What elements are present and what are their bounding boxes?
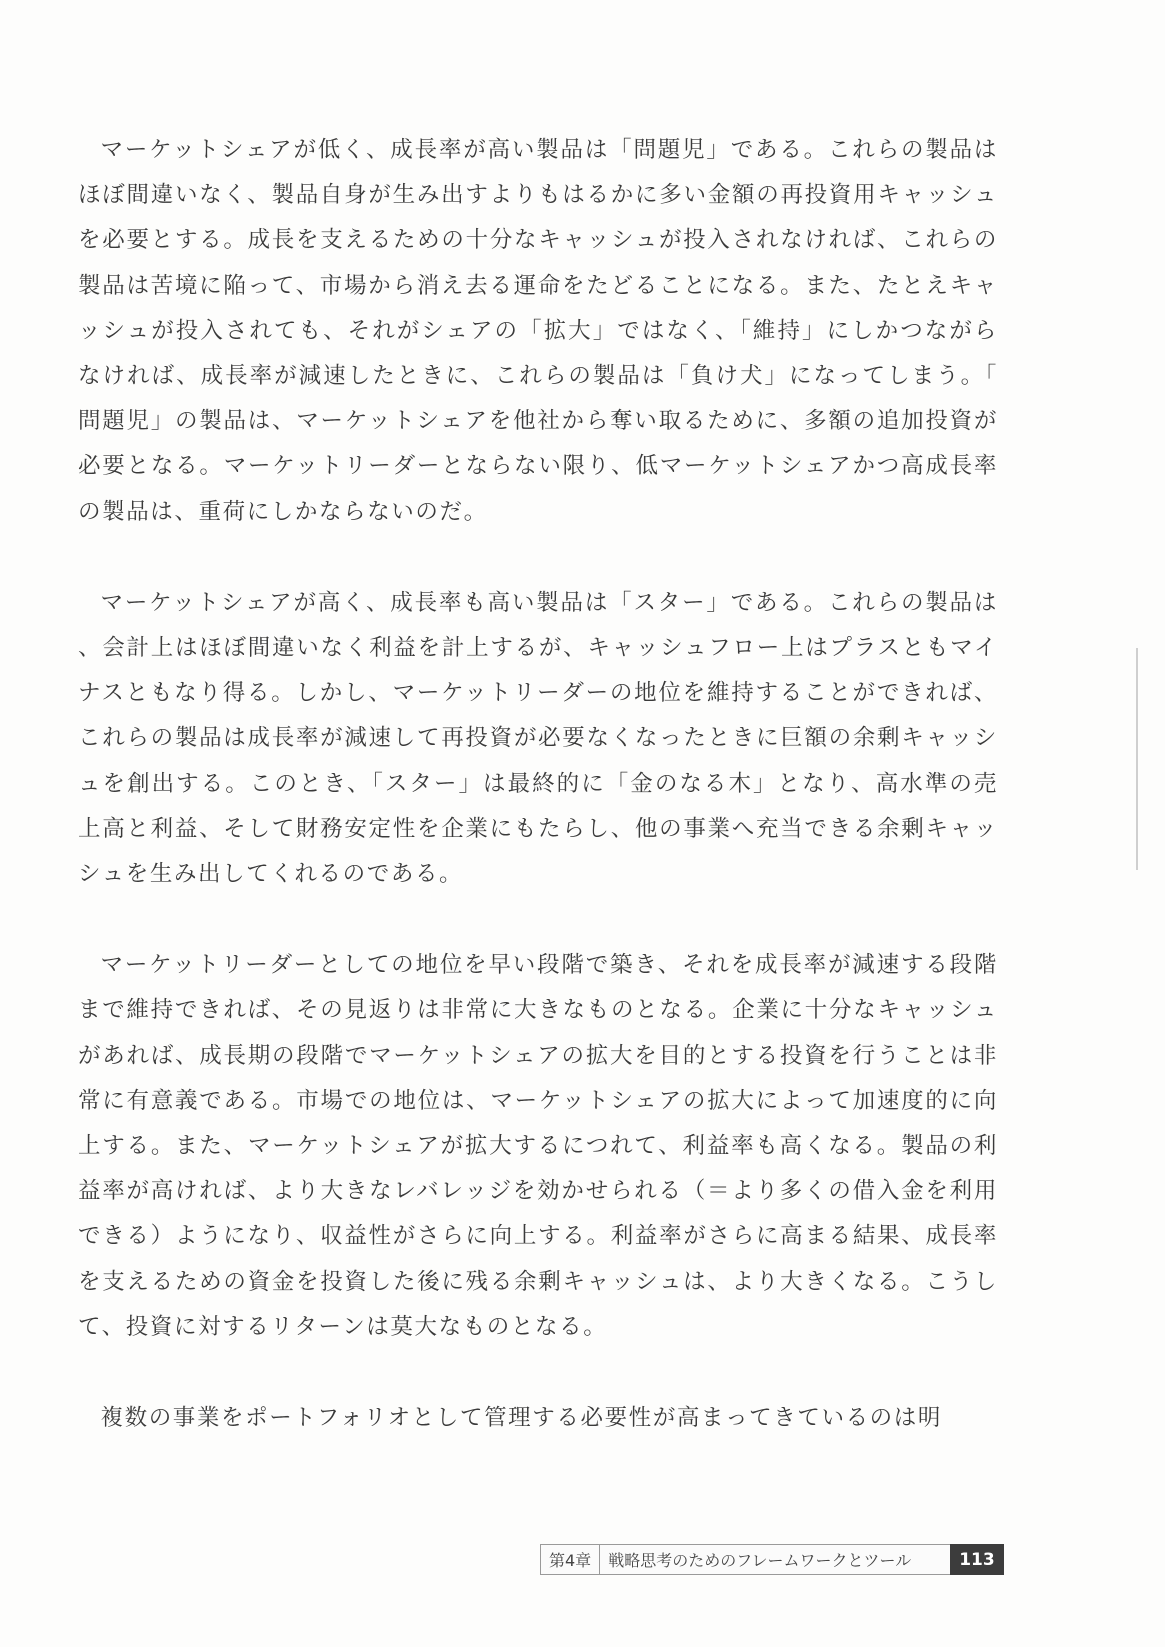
running-footer bbox=[540, 1544, 1004, 1575]
page-number: 113 bbox=[950, 1544, 1004, 1575]
paragraph-market-leader: マーケットリーダーとしての地位を早い段階で築き、それを成長率が減速する段階まで維持できれば、その見返りは非常に大きなものとなる。企業に十分なキャッシュがあれば、成長期の段階でマーケットシェアの拡大を目的とする投資を行うことは非常に有意義である。市場での地位は、マーケットシェアの拡大によって加速度的に向上する。また、マーケットシェアが拡大するにつれて、利益率も高くなる。製品の利益率が高ければ、より大きなレバレッジを効かせられる（＝より多くの借入金を利用できる）ようになり、収益性がさらに向上する。利益率がさらに高まる結果、成長率を支えるための資金を投資した後に残る余剰キャッシュは、より大きくなる。こうして、投資に対するリターンは莫大なものとなる。 bbox=[78, 952, 998, 1340]
paragraph-portfolio: 複数の事業をポートフォリオとして管理する必要性が高まってきているのは明 bbox=[100, 1405, 942, 1432]
paragraph-star: マーケットシェアが高く、成長率も高い製品は「スター」である。これらの製品は、会計上はほぼ間違いなく利益を計上するが、キャッシュフロー上はプラスともマイナスともなり得る。しかし、マーケットリーダーの地位を維持することができれば、これらの製品は成長率が減速して再投資が必要なくなったときに巨額の余剰キャッシュを創出する。このとき、「スター」は最終的に「金のなる木」となり、高水準の売上高と利益、そして財務安定性を企業にもたらし、他の事業へ充当できる余剰キャッシュを生み出してくれるのである。 bbox=[78, 589, 998, 888]
footer-chapter-title: 戦略思考のためのフレームワークとツール bbox=[600, 1544, 950, 1575]
footer-chapter: 第4章 bbox=[540, 1544, 600, 1575]
page-edge-shadow bbox=[1136, 648, 1138, 870]
page-body bbox=[78, 128, 998, 1441]
paragraph-question-mark: マーケットシェアが低く、成長率が高い製品は「問題児」である。これらの製品はほぼ間違いなく、製品自身が生み出すよりもはるかに多い金額の再投資用キャッシュを必要とする。成長を支えるための十分なキャッシュが投入されなければ、これらの製品は苦境に陥って、市場から消え去る運命をたどることになる。また、たとえキャッシュが投入されても、それがシェアの「拡大」ではなく、「維持」にしかつながらなければ、成長率が減速したときに、これらの製品は「負け犬」になってしまう。「問題児」の製品は、マーケットシェアを他社から奪い取るために、多額の追加投資が必要となる。マーケットリーダーとならない限り、低マーケットシェアかつ高成長率の製品は、重荷にしかならないのだ。 bbox=[78, 137, 998, 525]
